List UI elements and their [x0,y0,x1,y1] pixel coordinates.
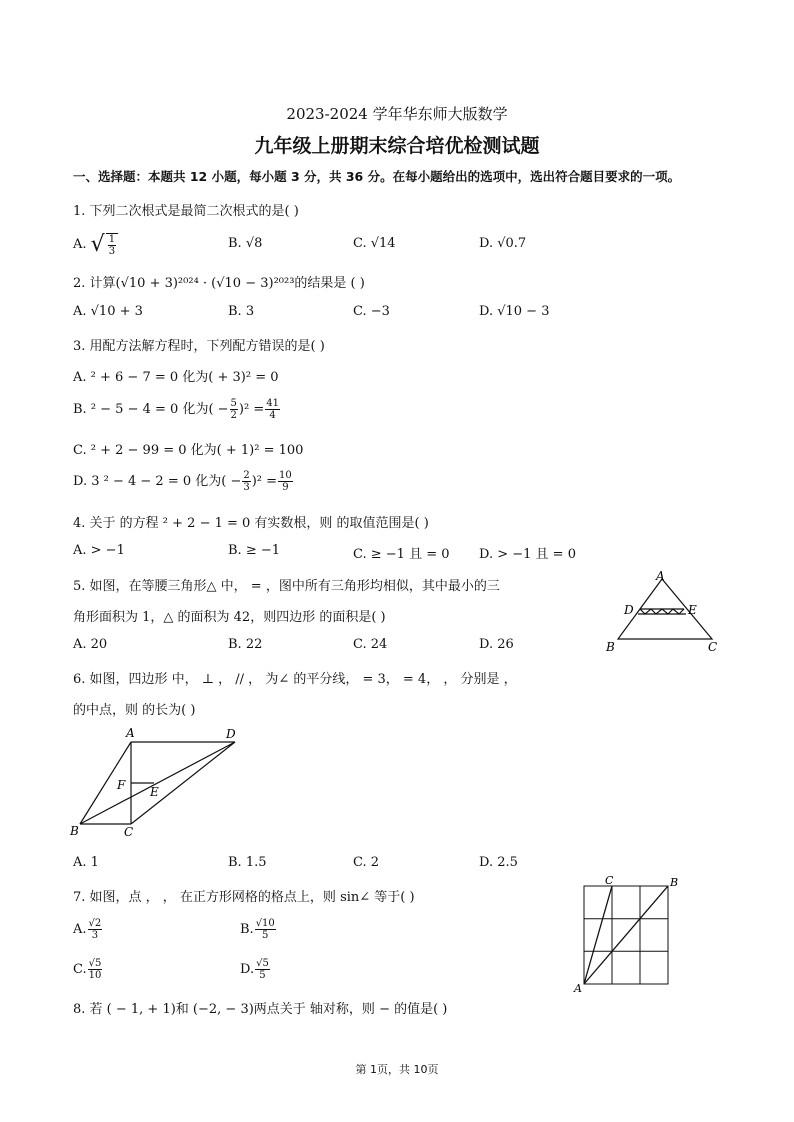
numerator: 10 [279,470,292,481]
question-5-option-c: C. 24 [353,637,388,652]
label-b: B [606,640,615,654]
question-3-option-c: C. ² + 2 − 99 = 0 化为( + 1)² = 100 [73,443,304,458]
section-heading: 一、选择题：本题共 12 小题，每小题 3 分，共 36 分。在每小题给出的选项中，选出符合题目要求的一项。 [73,169,681,184]
segment-bd [80,742,235,824]
label-a: A [126,726,135,740]
label-b: B [70,824,79,838]
question-5-stem-line-2: 角形面积为 1，△ 的面积为 42，则四边形 的面积是( ) [73,610,386,625]
option-label: D. [240,962,255,977]
question-5-option-d: D. 26 [479,637,514,652]
segment-ab [584,886,668,984]
fraction [255,918,276,941]
denominator: 10 [88,970,102,981]
fraction [106,233,118,257]
numerator: 1 [108,233,116,245]
question-7-option-c [73,958,103,981]
question-7-option-d [240,958,271,981]
question-5-stem-line-1: 5. 如图，在等腰三角形△ 中， = ，图中所有三角形均相似，其中最小的三 [73,579,500,594]
question-3-option-d [73,470,294,493]
question-5-option-a: A. 20 [73,637,108,652]
question-6-figure [68,722,248,842]
question-4-stem: 4. 关于 的方程 ² + 2 − 1 = 0 有实数根，则 的取值范围是( ) [73,516,429,531]
question-7-grid-figure [570,873,685,993]
question-6-option-a: A. 1 [73,855,99,870]
label-e: E [688,603,697,617]
label-e: E [150,785,159,799]
option-text: D. 3 ² − 4 − 2 = 0 化为( − [73,474,242,489]
denominator: 3 [108,245,116,257]
question-4-option-b: B. ≥ −1 [228,543,281,558]
question-3-option-a: A. ² + 6 − 7 = 0 化为( + 3)² = 0 [73,370,279,385]
question-6-stem-line-1: 6. 如图，四边形 中， ⊥ ， // ， 为∠ 的平分线， = 3， = 4， ， 分别是 ， [73,672,517,687]
label-c: C [708,640,718,654]
option-label: B. [240,922,254,937]
question-3-option-b [73,398,281,421]
question-2-option-d: D. √10 − 3 [479,304,550,319]
fraction [88,918,103,941]
option-label: A. [73,237,91,252]
denominator: 4 [269,410,276,421]
label-c: C [605,874,614,887]
option-label: A. [73,922,87,937]
fraction [242,470,250,493]
question-6-option-b: B. 1.5 [228,855,267,870]
question-6-stem-line-2: 的中点，则 的长为( ) [73,703,196,718]
sqrt-sign: √ [90,232,105,257]
denominator: 2 [230,410,237,421]
numerator: 41 [266,398,279,409]
question-2-option-a: A. √10 + 3 [73,304,143,319]
question-1-option-a [73,232,119,257]
label-a: A [574,982,582,993]
question-7-option-a [73,918,103,941]
option-text: )² = [238,402,265,417]
numerator: √10 [255,918,275,929]
label-b: B [670,876,679,889]
small-triangles [640,609,684,614]
denominator: 9 [282,482,289,493]
denominator: 5 [262,930,269,941]
question-3-stem: 3. 用配方法解方程时，下列配方错误的是( ) [73,339,325,354]
question-2-option-b: B. 3 [228,304,255,319]
numerator: 5 [230,398,237,409]
question-4-option-a: A. > −1 [73,543,125,558]
question-7-option-b [240,918,277,941]
numerator: √5 [88,958,102,969]
denominator: 3 [91,930,99,941]
question-5-figure [600,570,730,655]
label-c: C [124,825,134,839]
denominator: 5 [259,970,266,981]
question-6-option-c: C. 2 [353,855,380,870]
fraction [278,470,293,493]
question-1-option-c: C. √14 [353,236,396,251]
exam-title: 九年级上册期末综合培优检测试题 [254,135,540,157]
question-2-stem: 2. 计算(√10 + 3)²⁰²⁴ · (√10 − 3)²⁰²³的结果是 ( ) [73,276,365,291]
question-1-stem: 1. 下列二次根式是最简二次根式的是( ) [73,204,299,219]
option-text: B. ² − 5 − 4 = 0 化为( − [73,402,229,417]
question-5-option-b: B. 22 [228,637,263,652]
question-4-option-c: C. ≥ −1 且 = 0 [353,547,450,562]
question-6-option-d: D. 2.5 [479,855,518,870]
option-label: C. [73,962,87,977]
numerator: √5 [256,958,269,969]
label-d: D [624,603,634,617]
label-a: A [656,570,665,583]
fraction [255,958,270,981]
question-1-option-d: D. √0.7 [479,236,527,251]
option-text: )² = [251,474,278,489]
question-7-stem: 7. 如图，点 ， ， 在正方形网格的格点上，则 sin∠ 等于( ) [73,890,415,905]
fraction [265,398,280,421]
fraction [88,958,103,981]
exam-subtitle: 2023-2024 学年华东师大版数学 [286,105,508,123]
question-2-option-c: C. −3 [353,304,390,319]
segment-ac [584,886,612,984]
question-4-option-d: D. > −1 且 = 0 [479,547,576,562]
label-d: D [226,727,236,741]
question-8-stem: 8. 若 ( − 1, + 1)和 (−2, − 3)两点关于 轴对称，则 − 的值是( ) [73,1002,448,1017]
numerator: 2 [243,470,250,481]
denominator: 3 [243,482,250,493]
label-f: F [117,778,126,792]
numerator: √2 [88,918,102,929]
page-footer: 第 1页，共 10页 [355,1063,439,1076]
question-1-option-b: B. √8 [228,236,263,251]
fraction [230,398,238,421]
